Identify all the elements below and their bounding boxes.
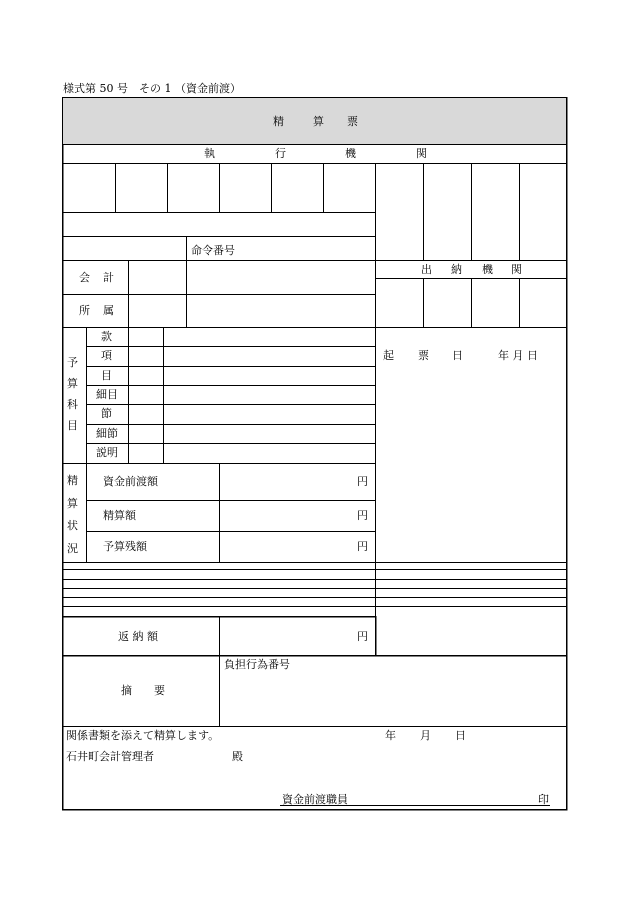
budget-heading-char-3: 科 [67, 398, 78, 411]
shozoku-char-1: 所 [79, 304, 90, 317]
return-amount-label: 返 納 額 [118, 630, 158, 643]
declaration-day: 日 [455, 729, 466, 742]
budget-item-kan: 款 [101, 330, 112, 343]
declaration-month: 月 [420, 729, 431, 742]
budget-item-setsumei: 説明 [96, 446, 118, 459]
shozoku-char-2: 属 [103, 304, 114, 317]
settlement-heading-char-4: 況 [67, 542, 78, 555]
budget-item-moku: 目 [101, 369, 112, 382]
issue-date-ymd: 年 月 日 [498, 349, 538, 362]
commitment-number-label: 負担行為番号 [224, 658, 290, 671]
settlement-heading-char-2: 算 [67, 497, 78, 510]
title-char-3: 票 [347, 115, 358, 128]
advance-amount-label: 資金前渡額 [103, 475, 158, 488]
honorific: 殿 [232, 750, 243, 763]
receiving-char-3: 機 [482, 263, 493, 276]
receiving-char-4: 関 [511, 263, 522, 276]
budget-item-saimoku: 細目 [96, 388, 118, 401]
budget-heading-char-1: 予 [67, 356, 78, 369]
budget-remaining-label: 予算残額 [103, 540, 147, 553]
budget-item-kou: 項 [101, 349, 112, 362]
issue-date-char-1: 起 [383, 349, 394, 362]
declaration-text: 関係書類を添えて精算します。 [66, 729, 220, 742]
issue-date-char-2: 票 [418, 349, 429, 362]
executing-char-1: 執 [204, 147, 215, 160]
addressee: 石井町会計管理者 [66, 750, 154, 763]
settled-amount-label: 精算額 [103, 509, 136, 522]
kaikei-char-2: 計 [103, 271, 114, 284]
budget-item-setsu: 節 [101, 407, 112, 420]
form-caption: 様式第 50 号 その 1 （資金前渡） [63, 82, 241, 95]
budget-heading-char-2: 算 [67, 377, 78, 390]
official-label: 資金前渡職員 [282, 793, 348, 806]
settlement-heading-char-3: 状 [67, 519, 78, 532]
issue-date-char-3: 日 [452, 349, 463, 362]
executing-char-2: 行 [275, 147, 286, 160]
settled-amount-unit: 円 [357, 509, 368, 522]
budget-item-saisetsu: 細節 [96, 427, 118, 440]
declaration-year: 年 [385, 729, 396, 742]
executing-char-4: 関 [416, 147, 427, 160]
title-char-2: 算 [313, 115, 324, 128]
budget-remaining-unit: 円 [357, 540, 368, 553]
advance-amount-unit: 円 [357, 475, 368, 488]
order-number-label: 命令番号 [191, 244, 235, 257]
seal-mark: 印 [538, 793, 549, 806]
return-amount-unit: 円 [357, 630, 368, 643]
summary-label: 摘 要 [121, 684, 165, 697]
receiving-char-2: 納 [451, 263, 462, 276]
budget-heading-char-4: 目 [67, 419, 78, 432]
title-char-1: 精 [273, 115, 284, 128]
receiving-char-1: 出 [421, 263, 432, 276]
form-frame [63, 98, 567, 810]
kaikei-char-1: 会 [79, 271, 90, 284]
settlement-heading-char-1: 精 [67, 474, 78, 487]
executing-char-3: 機 [345, 147, 356, 160]
